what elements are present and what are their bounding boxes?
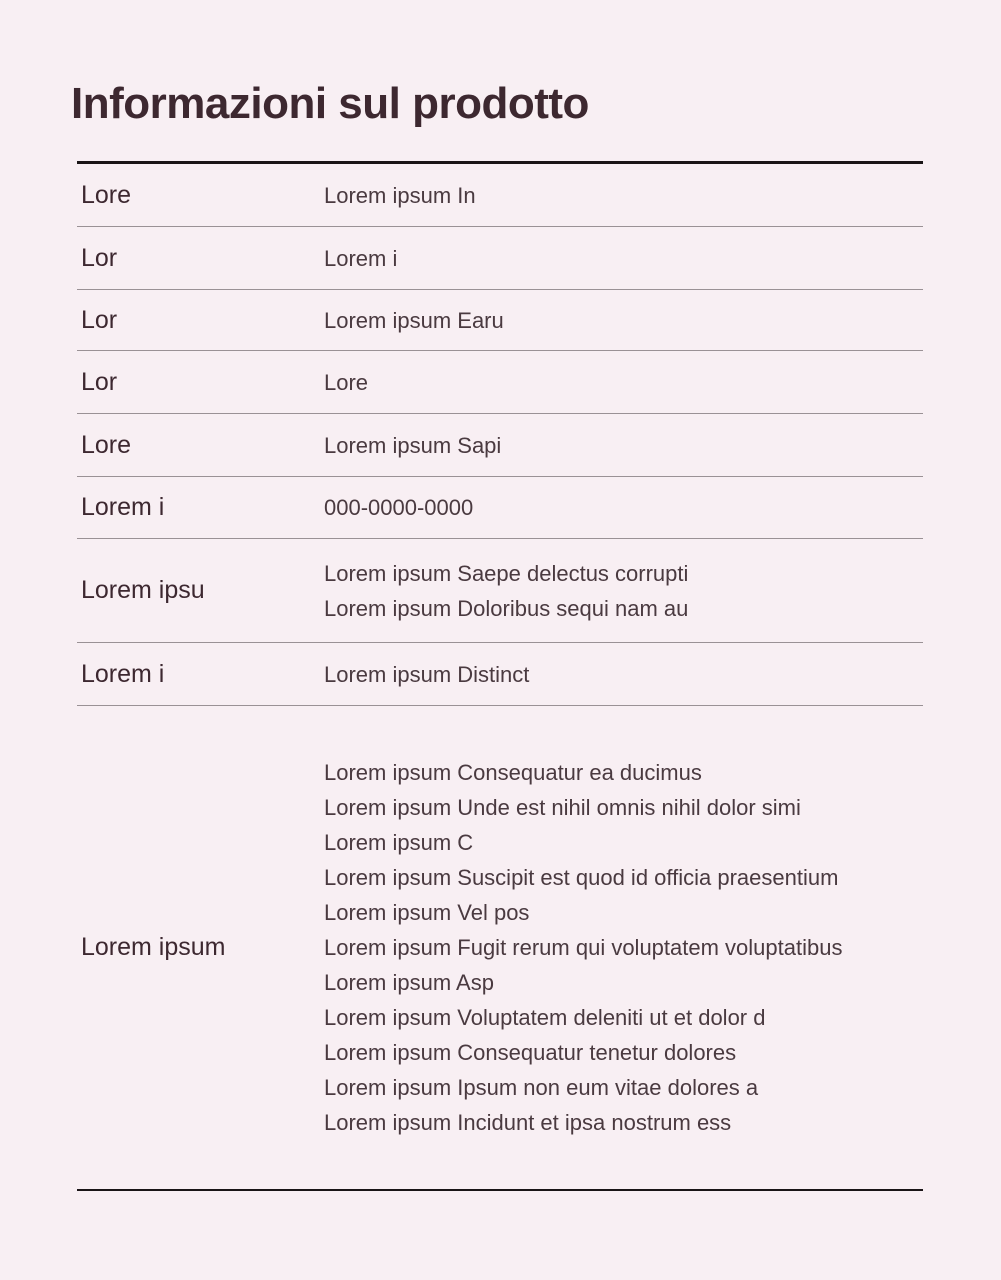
row-value — [324, 556, 923, 626]
value-line: Lorem ipsum Unde est nihil omnis nihil dolor simi — [324, 795, 801, 820]
row-value — [324, 490, 923, 525]
table-row — [77, 227, 923, 290]
row-label: Lore — [81, 430, 132, 459]
value-line: Lorem ipsum Asp — [324, 970, 494, 995]
value-line: 000-0000-0000 — [324, 495, 474, 520]
value-line: Lorem ipsum Saepe delectus corrupti — [324, 560, 689, 586]
value-line: Lorem ipsum Consequatur ea ducimus — [324, 760, 702, 785]
table-row — [77, 351, 923, 414]
page-title: Informazioni sul prodotto — [71, 79, 589, 128]
value-line: Lorem ipsum C — [324, 830, 474, 855]
table-row — [77, 290, 923, 351]
row-label: Lorem i — [81, 493, 165, 521]
value-line: Lorem ipsum Distinct — [324, 661, 530, 687]
value-line: Lorem ipsum Earu — [324, 307, 504, 333]
row-value — [324, 303, 923, 338]
row-value — [324, 178, 923, 213]
row-label: Lorem i — [81, 659, 165, 688]
value-line: Lorem ipsum Voluptatem deleniti ut et dolor d — [324, 1005, 766, 1030]
value-line: Lorem ipsum Consequatur tenetur dolores — [324, 1040, 737, 1065]
row-value — [324, 365, 923, 400]
value-line: Lorem ipsum Fugit rerum qui voluptatem voluptatibus — [324, 935, 843, 960]
value-line: Lorem ipsum In — [324, 182, 476, 208]
table-row — [77, 414, 923, 477]
value-line: Lorem ipsum Doloribus sequi nam au — [324, 595, 689, 621]
row-label: Lor — [81, 243, 118, 272]
row-value — [324, 241, 923, 276]
value-line: Lorem i — [324, 245, 398, 271]
value-line: Lorem ipsum Vel pos — [324, 900, 530, 925]
row-label: Lorem ipsum — [81, 933, 226, 961]
row-value — [324, 428, 923, 463]
row-label: Lorem ipsu — [81, 576, 205, 604]
value-line: Lorem ipsum Incidunt et ipsa nostrum ess — [324, 1110, 732, 1135]
value-line: Lorem ipsum Sapi — [324, 432, 502, 458]
row-label: Lor — [81, 367, 118, 396]
product-info-table — [77, 161, 923, 1191]
row-label: Lore — [81, 180, 132, 209]
table-row — [77, 477, 923, 539]
table-row — [77, 706, 923, 1189]
table-row — [77, 643, 923, 706]
value-line: Lorem ipsum Suscipit est quod id officia praesentium — [324, 865, 839, 890]
value-line: Lore — [324, 369, 369, 395]
value-line: Lorem ipsum Ipsum non eum vitae dolores a — [324, 1075, 759, 1100]
table-row — [77, 164, 923, 227]
row-label: Lor — [81, 305, 118, 334]
row-value — [324, 755, 923, 1140]
row-value — [324, 657, 923, 692]
table-row — [77, 539, 923, 643]
